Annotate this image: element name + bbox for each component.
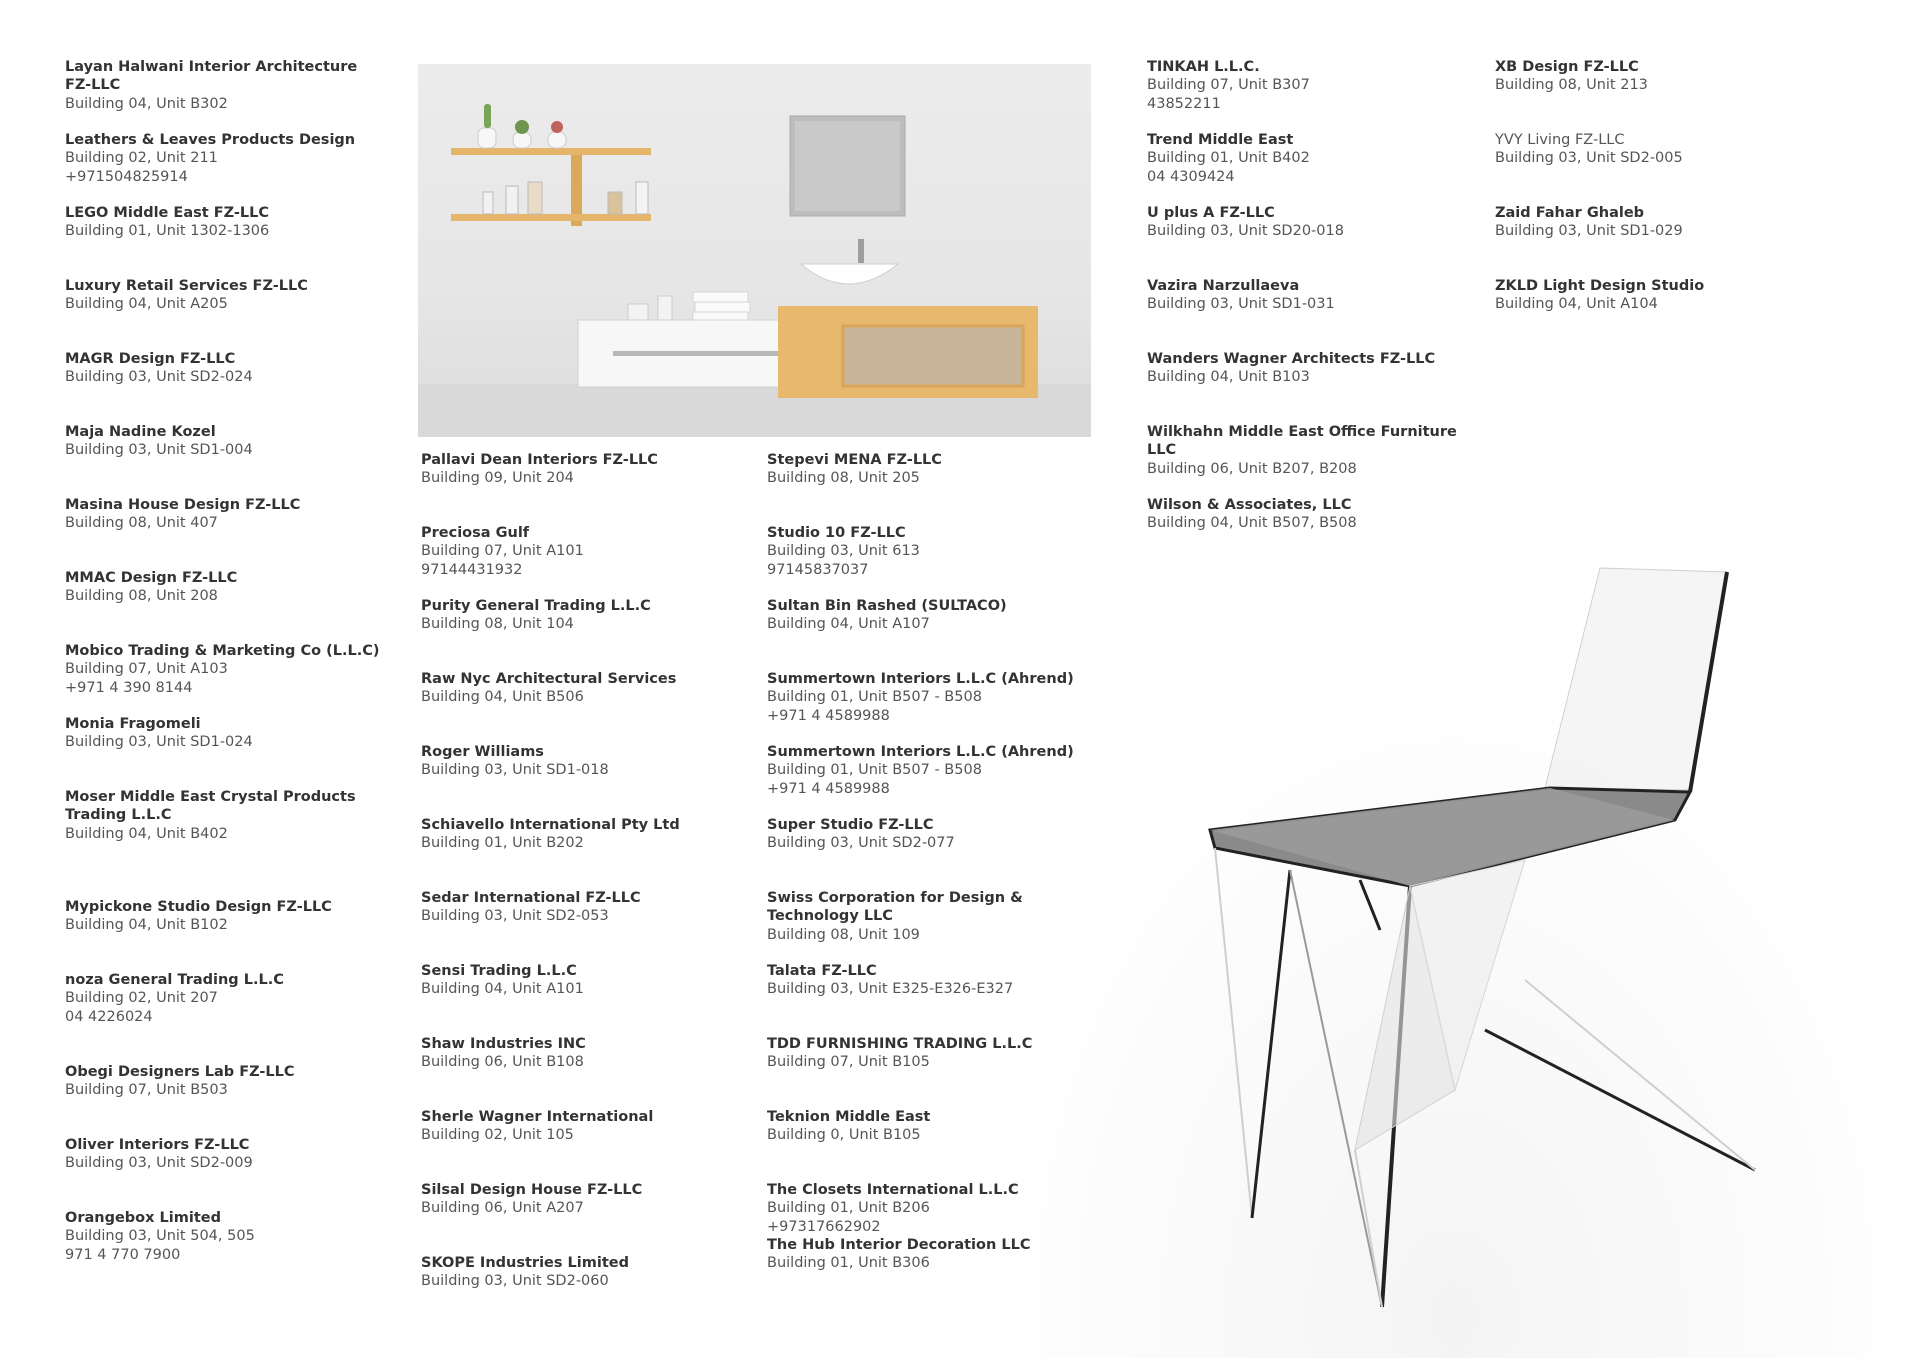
- company-name: Swiss Corporation for Design & Technology LLC: [767, 890, 1023, 925]
- company-address: Building 06, Unit A207: [421, 1200, 584, 1217]
- directory-entry: [65, 204, 385, 241]
- company-name: Monia Fragomeli: [65, 716, 201, 732]
- directory-entry: [65, 971, 385, 1026]
- company-name: Sedar International FZ-LLC: [421, 890, 641, 906]
- company-name: Roger Williams: [421, 744, 544, 760]
- directory-entry: [1147, 496, 1467, 533]
- company-name: XB Design FZ-LLC: [1495, 59, 1639, 75]
- company-address: Building 03, Unit SD2-024: [65, 369, 253, 386]
- directory-entry: [767, 451, 1097, 488]
- directory-entry: [65, 642, 385, 697]
- company-address: Building 06, Unit B207, B208: [1147, 460, 1357, 477]
- directory-entry: [1495, 277, 1815, 314]
- company-address: Building 04, Unit A107: [767, 616, 930, 633]
- company-phone: +971 4 4589988: [767, 780, 890, 797]
- company-name: noza General Trading L.L.C: [65, 972, 284, 988]
- directory-entry: [65, 277, 385, 314]
- company-name: Studio 10 FZ-LLC: [767, 525, 906, 541]
- company-address: Building 08, Unit 213: [1495, 77, 1648, 94]
- company-phone: 97145837037: [767, 561, 869, 578]
- company-name: Schiavello International Pty Ltd: [421, 817, 680, 833]
- company-name: Oliver Interiors FZ-LLC: [65, 1137, 250, 1153]
- company-address: Building 03, Unit SD20-018: [1147, 223, 1344, 240]
- company-name: Super Studio FZ-LLC: [767, 817, 934, 833]
- company-name: Obegi Designers Lab FZ-LLC: [65, 1064, 295, 1080]
- company-address: Building 03, Unit SD1-018: [421, 762, 609, 779]
- company-name: Moser Middle East Crystal Products Trading L.L.C: [65, 789, 356, 824]
- company-address: Building 04, Unit A205: [65, 296, 228, 313]
- directory-entry: [767, 816, 1097, 853]
- company-address: Building 04, Unit B102: [65, 917, 228, 934]
- company-name: The Closets International L.L.C: [767, 1182, 1019, 1198]
- directory-entry: [65, 898, 385, 935]
- company-address: Building 04, Unit B302: [65, 95, 228, 112]
- company-name: Mypickone Studio Design FZ-LLC: [65, 899, 332, 915]
- company-address: Building 01, Unit B306: [767, 1255, 930, 1272]
- company-address: Building 03, Unit SD1-029: [1495, 223, 1683, 240]
- company-address: Building 08, Unit 407: [65, 515, 218, 532]
- directory-entry: [767, 889, 1097, 944]
- directory-entry: [1495, 58, 1815, 95]
- company-address: Building 08, Unit 104: [421, 616, 574, 633]
- directory-entry: [767, 743, 1097, 798]
- directory-entry: [1147, 350, 1467, 387]
- company-phone: 04 4226024: [65, 1008, 153, 1025]
- company-phone: +971504825914: [65, 168, 188, 185]
- directory-entry: [65, 1209, 385, 1264]
- directory-entry: [767, 670, 1097, 725]
- company-name: Purity General Trading L.L.C: [421, 598, 651, 614]
- company-name: Maja Nadine Kozel: [65, 424, 216, 440]
- company-address: Building 06, Unit B108: [421, 1054, 584, 1071]
- company-address: Building 03, Unit SD1-024: [65, 734, 253, 751]
- company-address: Building 07, Unit B503: [65, 1082, 228, 1099]
- company-name: Leathers & Leaves Products Design: [65, 132, 356, 148]
- company-phone: 04 4309424: [1147, 168, 1235, 185]
- company-name: MMAC Design FZ-LLC: [65, 570, 238, 586]
- directory-entry: [1147, 131, 1467, 186]
- directory-entry: [421, 962, 741, 999]
- company-address: Building 0, Unit B105: [767, 1127, 921, 1144]
- directory-entry: [421, 1035, 741, 1072]
- directory-entry: [65, 1136, 385, 1173]
- company-name: Wilson & Associates, LLC: [1147, 497, 1352, 513]
- company-name: Wanders Wagner Architects FZ-LLC: [1147, 351, 1436, 367]
- directory-entry: [767, 597, 1097, 634]
- directory-entry: [1147, 58, 1467, 113]
- company-address: Building 01, Unit B206: [767, 1200, 930, 1217]
- company-address: Building 03, Unit SD2-077: [767, 835, 955, 852]
- company-address: Building 02, Unit 211: [65, 150, 218, 167]
- directory-entry: [767, 962, 1097, 999]
- company-address: Building 04, Unit B507, B508: [1147, 515, 1357, 532]
- company-phone: 97144431932: [421, 561, 523, 578]
- bathroom-vanity-image: [418, 64, 1091, 437]
- company-name: Summertown Interiors L.L.C (Ahrend): [767, 671, 1074, 687]
- company-name: Orangebox Limited: [65, 1210, 221, 1226]
- directory-entry: [1147, 423, 1467, 478]
- directory-entry: [65, 569, 385, 606]
- company-address: Building 03, Unit SD1-031: [1147, 296, 1335, 313]
- directory-entry: [767, 1181, 1097, 1236]
- company-name: Sensi Trading L.L.C: [421, 963, 577, 979]
- company-name: Wilkhahn Middle East Office Furniture LLC: [1147, 424, 1457, 459]
- company-phone: +971 4 390 8144: [65, 679, 193, 696]
- company-name: SKOPE Industries Limited: [421, 1255, 629, 1271]
- company-address: Building 03, Unit SD2-053: [421, 908, 609, 925]
- company-name: Talata FZ-LLC: [767, 963, 877, 979]
- directory-entry: [767, 1035, 1097, 1072]
- company-name: MAGR Design FZ-LLC: [65, 351, 236, 367]
- company-phone: 971 4 770 7900: [65, 1246, 181, 1263]
- company-name: Raw Nyc Architectural Services: [421, 671, 677, 687]
- directory-entry: [421, 743, 741, 780]
- company-address: Building 04, Unit B103: [1147, 369, 1310, 386]
- company-address: Building 04, Unit B402: [65, 825, 228, 842]
- company-name: Zaid Fahar Ghaleb: [1495, 205, 1645, 221]
- company-address: Building 08, Unit 208: [65, 588, 218, 605]
- company-address: Building 03, Unit SD2-060: [421, 1273, 609, 1290]
- directory-entry: [65, 788, 385, 843]
- company-name: Stepevi MENA FZ-LLC: [767, 452, 942, 468]
- directory-entry: [65, 350, 385, 387]
- directory-entry: [421, 670, 741, 707]
- directory-entry: [767, 524, 1097, 579]
- directory-entry: [65, 131, 385, 186]
- company-name: TDD FURNISHING TRADING L.L.C: [767, 1036, 1033, 1052]
- company-name: Teknion Middle East: [767, 1109, 931, 1125]
- directory-entry: [421, 597, 741, 634]
- directory-entry: [65, 423, 385, 460]
- company-address: Building 01, Unit 1302-1306: [65, 223, 270, 240]
- company-name: Layan Halwani Interior Architecture FZ-LLC: [65, 59, 358, 94]
- company-phone: 43852211: [1147, 95, 1221, 112]
- company-name: Vazira Narzullaeva: [1147, 278, 1300, 294]
- directory-entry: [421, 889, 741, 926]
- directory-entry: [421, 524, 741, 579]
- company-name: TINKAH L.L.C.: [1147, 59, 1260, 75]
- directory-entry: [1147, 204, 1467, 241]
- company-address: Building 08, Unit 109: [767, 926, 920, 943]
- company-address: Building 08, Unit 205: [767, 470, 920, 487]
- company-address: Building 02, Unit 105: [421, 1127, 574, 1144]
- directory-entry: [65, 58, 385, 113]
- directory-entry: [767, 1236, 1097, 1273]
- directory-entry: [421, 1181, 741, 1218]
- company-name: Silsal Design House FZ-LLC: [421, 1182, 643, 1198]
- company-name: YVY Living FZ-LLC: [1495, 132, 1625, 148]
- directory-entry: [65, 496, 385, 533]
- directory-entry: [421, 451, 741, 488]
- company-name: LEGO Middle East FZ-LLC: [65, 205, 270, 221]
- company-name: Sultan Bin Rashed (SULTACO): [767, 598, 1007, 614]
- directory-entry: [1495, 131, 1815, 168]
- company-name: Shaw Industries INC: [421, 1036, 586, 1052]
- directory-entry: [1147, 277, 1467, 314]
- company-address: Building 09, Unit 204: [421, 470, 574, 487]
- company-name: Summertown Interiors L.L.C (Ahrend): [767, 744, 1074, 760]
- company-name: Preciosa Gulf: [421, 525, 530, 541]
- company-name: Pallavi Dean Interiors FZ-LLC: [421, 452, 658, 468]
- company-address: Building 01, Unit B202: [421, 835, 584, 852]
- directory-entry: [65, 715, 385, 752]
- company-address: Building 03, Unit E325-E326-E327: [767, 981, 1014, 998]
- company-address: Building 07, Unit A101: [421, 543, 584, 560]
- company-name: ZKLD Light Design Studio: [1495, 278, 1705, 294]
- company-phone: +971 4 4589988: [767, 707, 890, 724]
- company-address: Building 07, Unit B307: [1147, 77, 1310, 94]
- company-address: Building 03, Unit 504, 505: [65, 1228, 255, 1245]
- company-address: Building 02, Unit 207: [65, 990, 218, 1007]
- company-address: Building 03, Unit SD1-004: [65, 442, 253, 459]
- company-address: Building 01, Unit B507 - B508: [767, 762, 982, 779]
- company-name: Sherle Wagner International: [421, 1109, 654, 1125]
- company-name: Mobico Trading & Marketing Co (L.L.C): [65, 643, 380, 659]
- company-name: Trend Middle East: [1147, 132, 1294, 148]
- directory-entry: [421, 1254, 741, 1291]
- directory-entry: [65, 1063, 385, 1100]
- company-name: Masina House Design FZ-LLC: [65, 497, 301, 513]
- company-address: Building 01, Unit B402: [1147, 150, 1310, 167]
- directory-entry: [421, 1108, 741, 1145]
- company-address: Building 03, Unit 613: [767, 543, 920, 560]
- company-name: U plus A FZ-LLC: [1147, 205, 1275, 221]
- company-phone: +97317662902: [767, 1218, 881, 1235]
- company-address: Building 03, Unit SD2-009: [65, 1155, 253, 1172]
- directory-entry: [1495, 204, 1815, 241]
- company-address: Building 04, Unit A104: [1495, 296, 1658, 313]
- company-address: Building 07, Unit B105: [767, 1054, 930, 1071]
- company-name: Luxury Retail Services FZ-LLC: [65, 278, 308, 294]
- directory-entry: [421, 816, 741, 853]
- company-address: Building 07, Unit A103: [65, 661, 228, 678]
- company-address: Building 01, Unit B507 - B508: [767, 689, 982, 706]
- company-address: Building 04, Unit B506: [421, 689, 584, 706]
- company-address: Building 03, Unit SD2-005: [1495, 150, 1683, 167]
- company-name: The Hub Interior Decoration LLC: [767, 1237, 1031, 1253]
- directory-entry: [767, 1108, 1097, 1145]
- company-address: Building 04, Unit A101: [421, 981, 584, 998]
